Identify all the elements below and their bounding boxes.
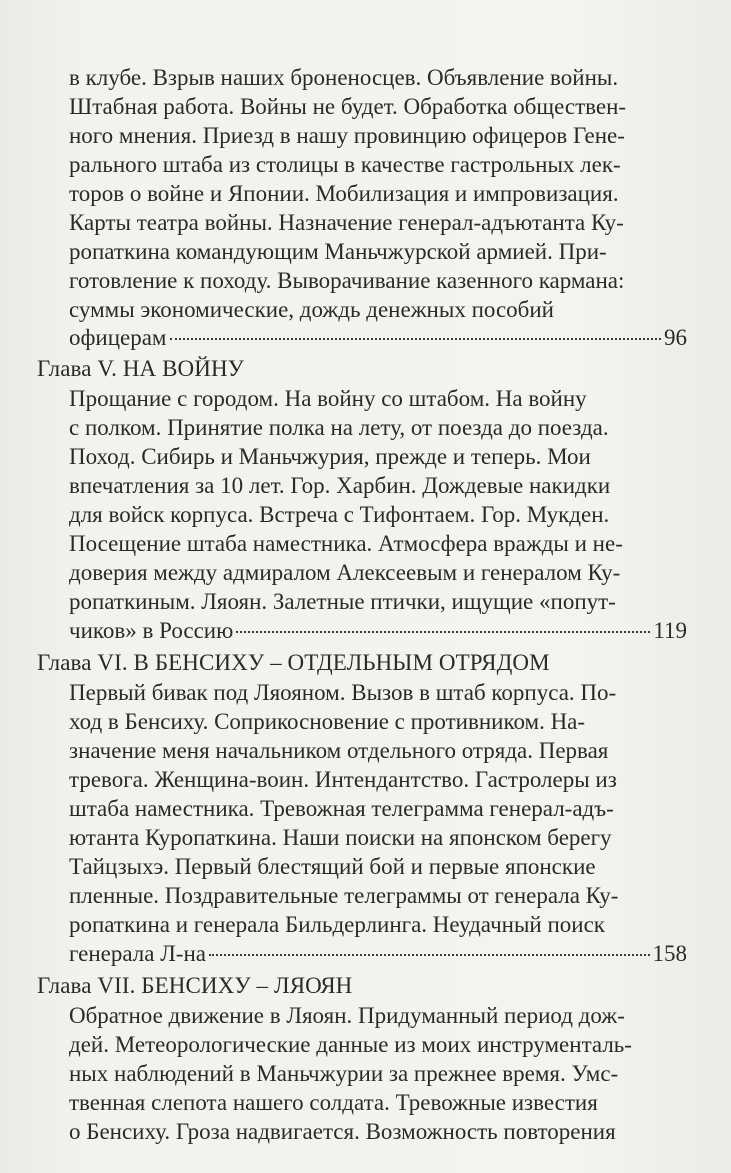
page-number: 158	[652, 941, 687, 967]
toc-text-line: ютанта Куропаткина. Наши поиски на японском берегу	[69, 825, 612, 851]
toc-text-line: ного мнения. Приезд в нашу провинцию офицеров Гене-	[69, 123, 625, 149]
toc-text-line: Тайцзыхэ. Первый блестящий бой и первые японские	[69, 854, 596, 880]
toc-last-text: чиков» в Россию	[69, 618, 234, 644]
toc-leader-line	[69, 617, 687, 645]
toc-last-text: генерала Л-на	[69, 941, 206, 967]
toc-text-line: впечатления за 10 лет. Гор. Харбин. Дождевые накидки	[69, 473, 611, 499]
dot-leader	[170, 338, 662, 340]
toc-text-line: рального штаба из столицы в качестве гастрольных лек-	[69, 152, 621, 178]
page-number: 96	[664, 324, 687, 350]
toc-text-line: ропаткиным. Ляоян. Залетные птички, ищущие «попут-	[69, 589, 616, 615]
toc-text-line: Карты театра войны. Назначение генерал-адъютанта Ку-	[69, 210, 624, 236]
toc-text-line: твенная слепота нашего солдата. Тревожные известия	[69, 1090, 598, 1115]
toc-text-line: тревога. Женщина-воин. Интендантство. Гастролеры из	[69, 767, 617, 793]
toc-text-line: Посещение штаба наместника. Атмосфера вражды и не-	[69, 531, 623, 557]
toc-text-line: дей. Метеорологические данные из моих инструменталь-	[69, 1031, 632, 1057]
toc-text-line: о Бенсиху. Гроза надвигается. Возможность повторения	[69, 1119, 616, 1144]
toc-text-line: ропаткина и генерала Бильдерлинга. Неудачный поиск	[69, 912, 605, 938]
toc-text-line: пленные. Поздравительные телеграммы от генерала Ку-	[69, 883, 619, 909]
toc-text-line: штаба наместника. Тревожная телеграмма генерал-адъ-	[69, 796, 614, 822]
toc-text-line: торов о войне и Японии. Мобилизация и импровизация.	[69, 181, 619, 207]
chapter-title: Глава V. НА ВОЙНУ	[37, 356, 245, 382]
toc-leader-line	[69, 324, 687, 352]
toc-text-line: Прощание с городом. На войну со штабом. На войну	[69, 386, 587, 412]
toc-text-line: значение меня начальником отдельного отряда. Первая	[69, 738, 609, 763]
toc-text-line: Обратное движение в Ляоян. Придуманный период дож-	[69, 1002, 625, 1028]
dot-leader	[209, 954, 650, 956]
toc-text-line: в клубе. Взрыв наших броненосцев. Объявление войны.	[69, 65, 619, 90]
chapter-title: Глава VII. БЕНСИХУ – ЛЯОЯН	[37, 973, 353, 998]
toc-text-line: ход в Бенсиху. Соприкосновение с противником. На-	[69, 709, 586, 734]
toc-text-line: доверия между адмиралом Алексеевым и генералом Ку-	[69, 560, 621, 586]
toc-text-line: готовление к походу. Выворачивание казенного кармана:	[69, 268, 625, 294]
chapter-title: Глава VI. В БЕНСИХУ – ОТДЕЛЬНЫМ ОТРЯДОМ	[37, 650, 550, 676]
toc-text-line: для войск корпуса. Встреча с Тифонтаем. Гор. Мукден.	[69, 502, 610, 528]
toc-text-line: суммы экономические, дождь денежных пособий	[69, 297, 554, 323]
toc-text-line: с полком. Принятие полка на лету, от поезда до поезда.	[69, 415, 609, 441]
toc-text-line: Первый бивак под Ляояном. Вызов в штаб корпуса. По-	[69, 680, 617, 705]
page-number: 119	[653, 618, 687, 644]
dot-leader	[236, 631, 650, 633]
toc-text-line: Поход. Сибирь и Маньчжурия, прежде и теперь. Мои	[69, 444, 591, 470]
toc-text-line: ных наблюдений в Маньчжурии за прежнее время. Умс-	[69, 1060, 619, 1086]
toc-text-line: Штабная работа. Войны не будет. Обработка обществен-	[69, 94, 627, 119]
toc-text-line: ропаткина командующим Маньчжурской армией. При-	[69, 239, 607, 265]
toc-last-text: офицерам	[69, 324, 167, 350]
toc-leader-line	[69, 940, 687, 968]
